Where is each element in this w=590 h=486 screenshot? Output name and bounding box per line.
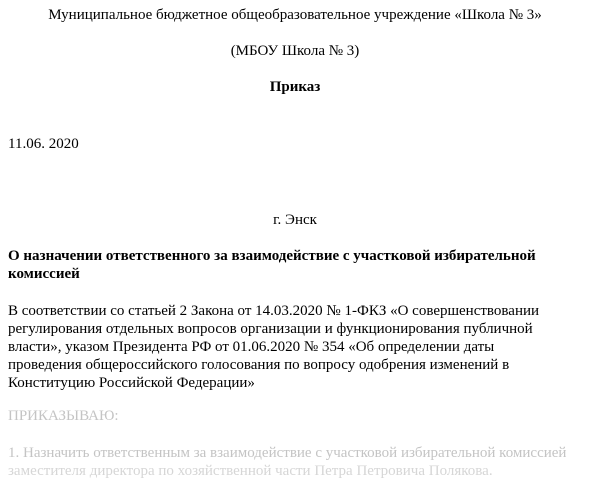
body-line-1: В соответствии со статьей 2 Закона от 14.03.2020 № 1-ФКЗ «О совершенствовании bbox=[8, 303, 540, 319]
organization-name: Муниципальное бюджетное общеобразовательное учреждение «Школа № 3» bbox=[48, 7, 542, 23]
order-item-1-line-2: заместителя директора по хозяйственной части Петра Петровича Полякова. bbox=[8, 463, 493, 479]
document-date: 11.06. 2020 bbox=[8, 136, 79, 152]
document-type-title: Приказ bbox=[269, 79, 321, 95]
body-line-5: Конституцию Российской Федерации» bbox=[8, 375, 255, 391]
order-word: ПРИКАЗЫВАЮ: bbox=[8, 408, 119, 424]
body-line-4: проведения общероссийского голосования по вопросу одобрения изменений в bbox=[8, 357, 510, 373]
subject-line-1: О назначении ответственного за взаимодействие с участковой избирательной bbox=[8, 248, 536, 264]
organization-short-name: (МБОУ Школа № 3) bbox=[230, 43, 360, 59]
subject-line-2: комиссией bbox=[8, 266, 80, 282]
body-line-2: регулирования отдельных вопросов организации и функционирования публичной bbox=[8, 321, 533, 337]
order-item-1-line-1: 1. Назначить ответственным за взаимодействие с участковой избирательной комиссией bbox=[8, 445, 567, 461]
body-line-3: власти», указом Президента РФ от 01.06.2020 № 354 «Об определении даты bbox=[8, 339, 495, 355]
document-city: г. Энск bbox=[273, 212, 317, 228]
